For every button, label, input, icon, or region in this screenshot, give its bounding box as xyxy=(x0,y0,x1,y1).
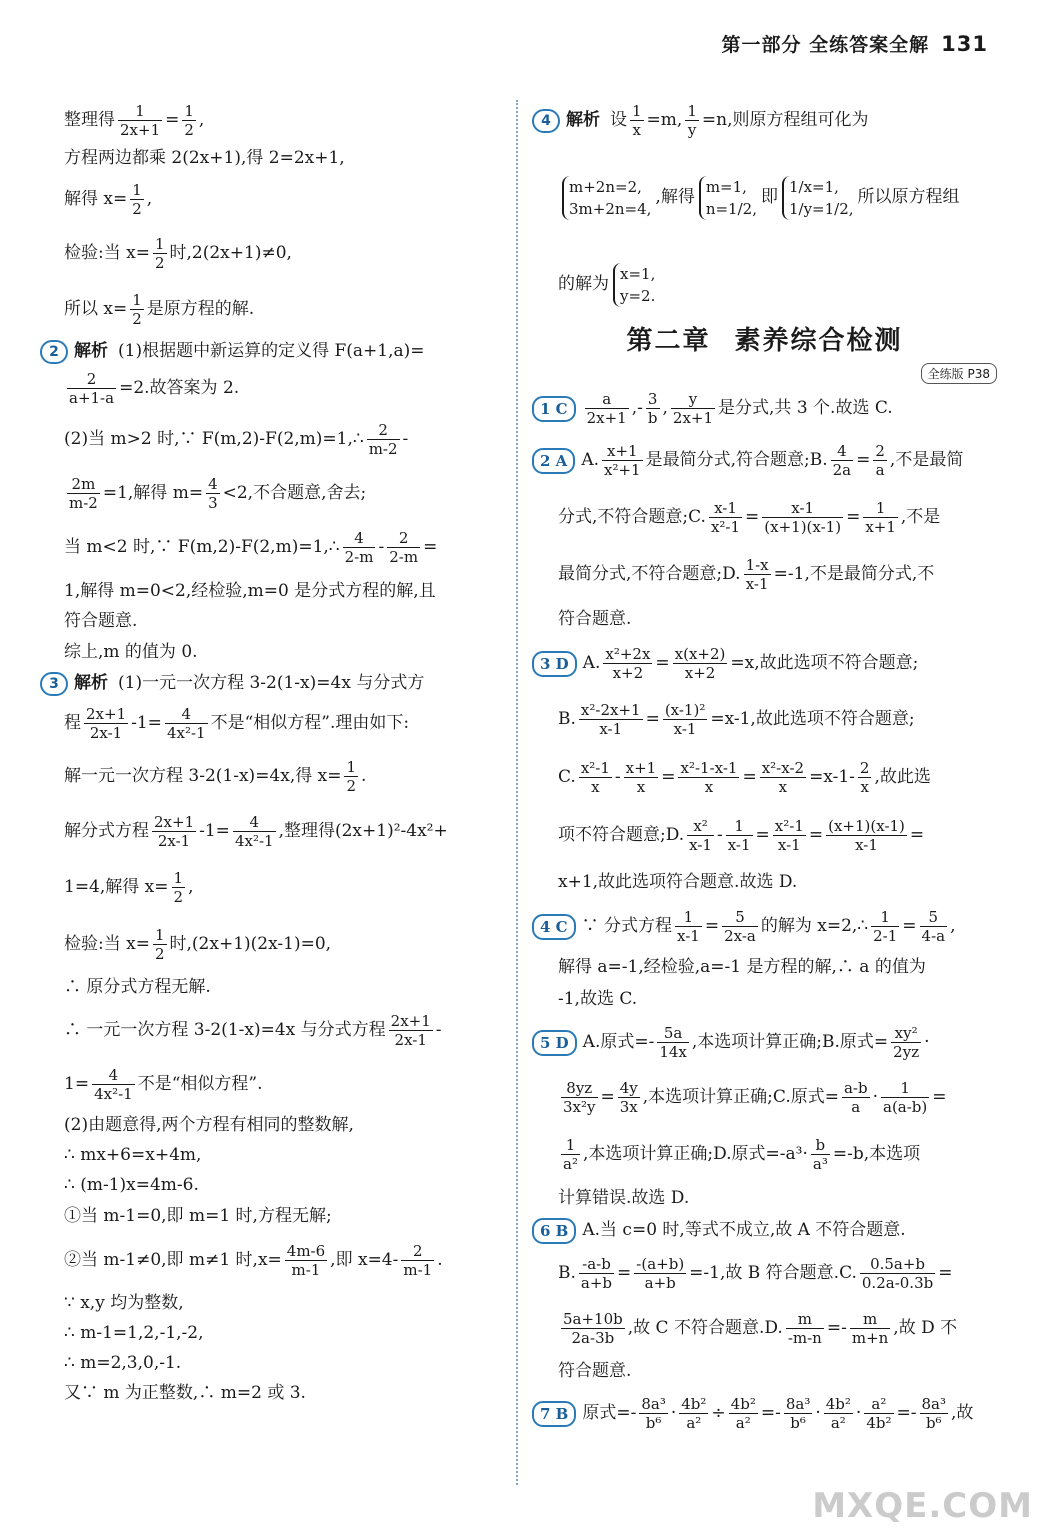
fraction: $\frac{4}{\text{4x²-1}}$ xyxy=(94,1066,133,1103)
text-line: 解分式方程 $\frac{2x+1}{2x-1}$ -1= $\frac{4}{\text{4x²-1}}$ ,整理得(2x+1)²-4x²+ xyxy=(64,813,448,850)
text-line: 1,解得 m=0<2,经检验,m=0 是分式方程的解,且 xyxy=(64,581,436,601)
fraction: $\frac{2}{m-2}$ xyxy=(368,421,398,458)
fraction: $\frac{\text{x²-x-2}}{x}$ xyxy=(761,759,805,796)
fraction: $\frac{8yz}{\text{3x²y}}$ xyxy=(563,1079,596,1116)
fraction: $\frac{1}{2}$ xyxy=(154,235,165,272)
fraction: $\frac{\text{4b²}}{\text{a²}}$ xyxy=(730,1395,756,1432)
fraction: $\frac{4}{2-m}$ xyxy=(344,529,374,566)
text-line: ∴ mx+6=x+4m, xyxy=(64,1145,202,1165)
fraction: $\frac{1}{2}$ xyxy=(346,758,357,795)
text-line: 整理得 $\frac{1}{2x+1}$ = $\frac{1}{2}$ , xyxy=(64,102,205,139)
fraction: $\frac{3}{b}$ xyxy=(647,390,658,427)
text-line: 项不符合题意;D. $\frac{\text{x²}}{x-1}$ - $\frac{1}{x-1}$ = $\frac{\text{x²-1}}{x-1}$ = $\frac{(x+1)(x-1)}{x-1}$ = xyxy=(558,817,925,854)
equation-system: 1/x=1, 1/y=1/2, xyxy=(782,176,854,220)
fraction: $\frac{5}{4-a}$ xyxy=(921,908,946,945)
text-line: 检验:当 x= $\frac{1}{2}$ 时,2(2x+1)≠0, xyxy=(64,235,292,272)
fraction: $\frac{5a+10b}{2a-3b}$ xyxy=(563,1310,623,1347)
answer-badge: 1 C xyxy=(532,396,576,422)
watermark: MXQE.COM xyxy=(812,1486,1033,1526)
text-line: 程 $\frac{2x+1}{2x-1}$ -1= $\frac{4}{\text{4x²-1}}$ 不是“相似方程”.理由如下: xyxy=(64,705,410,742)
fraction: $\frac{x+1}{\text{x²+1}}$ xyxy=(604,442,641,479)
fraction: $\frac{\text{x²}}{x-1}$ xyxy=(689,817,712,854)
text-line: 当 m<2 时,∵ F(m,2)-F(2,m)=1,∴ $\frac{4}{2-m}$ - $\frac{2}{2-m}$ = xyxy=(64,529,438,566)
fraction: $\frac{1}{a(a-b)}$ xyxy=(883,1079,928,1116)
text-line: 符合题意. xyxy=(64,611,138,631)
answer-badge: 3 D xyxy=(532,651,577,677)
fraction: $\frac{1}{2}$ xyxy=(173,869,184,906)
fraction: $\frac{1}{2}$ xyxy=(184,102,194,139)
text-line: 又∵ m 为正整数,∴ m=2 或 3. xyxy=(64,1383,306,1403)
text-line: (2)由题意得,两个方程有相同的整数解, xyxy=(64,1115,354,1135)
text-line: 符合题意. xyxy=(558,609,632,629)
fraction: $\frac{\text{x²+2x}}{x+2}$ xyxy=(605,645,651,682)
equation-system-line: m+2n=2, 3m+2n=4, ,解得 m=1, n=1/2, 即 1/x=1, 1/y=1/2, 所以原方程组 xyxy=(532,142,997,252)
fraction: $\frac{1}{x-1}$ xyxy=(677,908,700,945)
fraction: $\frac{2x+1}{2x-1}$ xyxy=(154,813,195,850)
fraction: $\frac{\text{xy²}}{2yz}$ xyxy=(893,1024,920,1061)
header-section: 第一部分 全练答案全解 xyxy=(721,34,930,56)
text-line: 分式,不符合题意;C. $\frac{x-1}{\text{x²-1}}$ = $\frac{x-1}{(x+1)(x-1)}$ = $\frac{1}{x+1}$ ,不是 xyxy=(558,499,941,536)
text-line: 符合题意. xyxy=(558,1361,632,1381)
right-column xyxy=(532,98,997,1440)
text-line: 解得 x= $\frac{1}{2}$ , xyxy=(64,181,153,218)
text-line: ∴ 原分式方程无解. xyxy=(64,977,211,997)
question-number-badge: 3 xyxy=(40,672,68,696)
equation-system: m=1, n=1/2, xyxy=(699,176,757,220)
text-line: 最简分式,不符合题意;D. $\frac{1-x}{x-1}$ =-1,不是最简分式,不 xyxy=(558,556,935,593)
fraction: $\frac{\text{x²-1}}{x}$ xyxy=(580,759,610,796)
text-line: 1= $\frac{4}{\text{4x²-1}}$ 不是“相似方程”. xyxy=(64,1066,263,1103)
text-line: ①当 m-1=0,即 m=1 时,方程无解; xyxy=(64,1206,332,1226)
fraction: $\frac{\text{x²-1}}{x-1}$ xyxy=(774,817,804,854)
equation-system: m+2n=2, 3m+2n=4, xyxy=(562,176,651,220)
chapter-title: 第二章 xyxy=(626,326,711,356)
fraction: $\frac{2x+1}{2x-1}$ xyxy=(390,1012,431,1049)
fraction: $\frac{2}{2-m}$ xyxy=(389,529,419,566)
equation-system: x=1, y=2. xyxy=(613,263,655,307)
answer-5-line: 5 D A.原式=- $\frac{5a}{14x}$ ,本选项计算正确;B.原式= $\frac{\text{xy²}}{2yz}$ · xyxy=(532,1016,997,1068)
text-line: -1,故选 C. xyxy=(558,989,638,1009)
fraction: $\frac{x-1}{(x+1)(x-1)}$ xyxy=(764,499,842,536)
question-number-badge: 4 xyxy=(532,109,560,133)
text-line: 计算错误.故选 D. xyxy=(558,1188,690,1208)
fraction: $\frac{m}{m+n}$ xyxy=(851,1310,889,1347)
text-line: $\frac{2}{a+1-a}$ =2.故答案为 2. xyxy=(69,370,240,407)
fraction: $\frac{0.5a+b}{0.2a-0.3b}$ xyxy=(861,1255,934,1292)
answer-badge: 5 D xyxy=(532,1030,577,1056)
text-line: 综上,m 的值为 0. xyxy=(64,642,198,662)
text-line: 解得 a=-1,经检验,a=-1 是方程的解,∴ a 的值为 xyxy=(558,957,926,977)
fraction: $\frac{1}{x-1}$ xyxy=(727,817,751,854)
text-line: 所以 x= $\frac{1}{2}$ 是原方程的解. xyxy=(64,291,255,328)
fraction: $\frac{-a-b}{a+b}$ xyxy=(580,1255,613,1292)
answer-2-line: 2 A A. $\frac{x+1}{\text{x²+1}}$ 是最简分式,符合题意;B. $\frac{4}{2a}$ = $\frac{2}{a}$ ,不是最简 xyxy=(532,432,997,488)
answer-3-line: 3 D A. $\frac{\text{x²+2x}}{x+2}$ = $\frac{x(x+2)}{x+2}$ =x,故此选项不符合题意; xyxy=(532,636,997,690)
fraction: $\frac{\text{8a³}}{\text{b⁶}}$ xyxy=(641,1395,666,1432)
fraction: $\frac{1}{2x+1}$ xyxy=(120,102,161,139)
text-line: B. $\frac{-a-b}{a+b}$ = $\frac{-(a+b)}{a+b}$ =-1,故 B 符合题意.C. $\frac{0.5a+b}{0.2a-0.3b}$ = xyxy=(558,1255,953,1292)
text-line: $\frac{5a+10b}{2a-3b}$ ,故 C 不符合题意.D. $\frac{m}{-m-n}$ =- $\frac{m}{m+n}$ ,故 D 不 xyxy=(563,1310,958,1347)
text-line: x+1,故此选项符合题意.故选 D. xyxy=(558,872,798,892)
text-line: ∵ x,y 均为整数, xyxy=(64,1293,184,1313)
fraction: $\frac{1}{2}$ xyxy=(132,291,142,328)
answer-badge: 2 A xyxy=(532,448,575,474)
page-header xyxy=(722,30,988,57)
fraction: $\frac{1}{\text{a²}}$ xyxy=(563,1136,578,1173)
question-3-line: 3 解析 (1)一元一次方程 3-2(1-x)=4x 与分式方 xyxy=(40,668,505,698)
text-line: B. $\frac{\text{x²-2x+1}}{x-1}$ = $\frac{\text{(x-1)²}}{x-1}$ =x-1,故此选项不符合题意; xyxy=(558,701,915,738)
fraction: $\frac{y}{2x+1}$ xyxy=(672,390,714,427)
text-line: 检验:当 x= $\frac{1}{2}$ 时,(2x+1)(2x-1)=0, xyxy=(64,926,332,963)
question-number-badge: 2 xyxy=(40,340,68,364)
fraction: $\frac{5}{2x-a}$ xyxy=(724,908,756,945)
fraction: $\frac{2}{a}$ xyxy=(875,442,885,479)
fraction: $\frac{5a}{14x}$ xyxy=(659,1024,687,1061)
equation-system-line: 的解为 x=1, y=2. xyxy=(558,264,656,305)
question-2-line: 2 解析 (1)根据题中新运算的定义得 F(a+1,a)= xyxy=(40,336,505,366)
answer-7-line: 7 B 原式=- $\frac{\text{8a³}}{\text{b⁶}}$ · $\frac{\text{4b²}}{\text{a²}}$ ÷ $\frac{\text{4b²}}{\text{a²}}$ =- $\frac{\text{8a³}}{\text{b⁶}}$ · $\frac{\text{4b²}}{\text{a²}}$ · $\frac{\text{a²}}{\text{4b²}}$ =- $\frac{\text{8a³}}{\text{b⁶}}$ ,故 xyxy=(532,1386,997,1440)
text-line: 解一元一次方程 3-2(1-x)=4x,得 x= $\frac{1}{2}$ . xyxy=(64,758,367,795)
fraction: $\frac{a}{2x+1}$ xyxy=(586,390,627,427)
answer-6-line: 6 B A.当 c=0 时,等式不成立,故 A 不符合题意. xyxy=(532,1214,997,1246)
left-column xyxy=(40,98,505,1408)
fraction: $\frac{4}{3}$ xyxy=(208,475,218,512)
fraction: $\frac{m}{-m-n}$ xyxy=(787,1310,822,1347)
fraction: $\frac{2}{m-1}$ xyxy=(403,1242,433,1279)
answer-badge: 7 B xyxy=(532,1401,576,1427)
answer-badge: 4 C xyxy=(532,914,576,940)
fraction: $\frac{4m-6}{m-1}$ xyxy=(286,1242,326,1279)
fraction: $\frac{1}{x}$ xyxy=(632,102,642,139)
text-line: (2)当 m>2 时,∵ F(m,2)-F(2,m)=1,∴ $\frac{2}{m-2}$ - xyxy=(64,421,409,458)
text-line: $\frac{2m}{m-2}$ =1,解得 m= $\frac{4}{3}$ <2,不合题意,舍去; xyxy=(69,475,367,512)
fraction: $\frac{1}{2}$ xyxy=(154,926,165,963)
fraction: $\frac{4}{2a}$ xyxy=(832,442,852,479)
page-number: 131 xyxy=(941,32,988,56)
fraction: $\frac{\text{a²}}{\text{4b²}}$ xyxy=(866,1395,892,1432)
text-line: ∴ m-1=1,2,-1,-2, xyxy=(64,1323,204,1343)
fraction: $\frac{a-b}{a}$ xyxy=(843,1079,868,1116)
version-tag: 全练版 P38 xyxy=(921,363,997,384)
fraction: $\frac{\text{x²-2x+1}}{x-1}$ xyxy=(580,701,641,738)
fraction: $\frac{-(a+b)}{a+b}$ xyxy=(636,1255,685,1292)
fraction: $\frac{2m}{m-2}$ xyxy=(69,475,98,512)
fraction: $\frac{\text{x²-1-x-1}}{x}$ xyxy=(680,759,738,796)
text-line: 1=4,解得 x= $\frac{1}{2}$ , xyxy=(64,869,194,906)
fraction: $\frac{1}{2-1}$ xyxy=(873,908,898,945)
fraction: $\frac{1-x}{x-1}$ xyxy=(745,556,769,593)
fraction: $\frac{2}{x}$ xyxy=(859,759,870,796)
answer-4-line: 4 C ∵ 分式方程 $\frac{1}{x-1}$ = $\frac{5}{2x-a}$ 的解为 x=2,∴ $\frac{1}{2-1}$ = $\frac{5}{4-a}$ , xyxy=(532,900,997,952)
text-line: ②当 m-1≠0,即 m≠1 时,x= $\frac{4m-6}{m-1}$ ,即 x=4- $\frac{2}{m-1}$ . xyxy=(64,1242,443,1279)
fraction: $\frac{(x+1)(x-1)}{x-1}$ xyxy=(828,817,905,854)
fraction: $\frac{\text{8a³}}{\text{b⁶}}$ xyxy=(921,1395,946,1432)
column-divider xyxy=(516,100,518,1485)
fraction: $\frac{1}{x+1}$ xyxy=(865,499,896,536)
fraction: $\frac{4}{\text{4x²-1}}$ xyxy=(166,705,206,742)
question-4-line: 4 解析 设 $\frac{1}{x}$ =m, $\frac{1}{y}$ =n,则原方程组可化为 xyxy=(532,98,997,142)
fraction: $\frac{\text{4b²}}{\text{a²}}$ xyxy=(681,1395,707,1432)
text-line: $\frac{8yz}{\text{3x²y}}$ = $\frac{4y}{3x}$ ,本选项计算正确;C.原式= $\frac{a-b}{a}$ · $\frac{1}{a(a-b)}$ = xyxy=(563,1079,947,1116)
fraction: $\frac{x(x+2)}{x+2}$ xyxy=(674,645,726,682)
text-line: ∴ (m-1)x=4m-6. xyxy=(64,1175,199,1195)
fraction: $\frac{1}{y}$ xyxy=(687,102,697,139)
fraction: $\frac{4y}{3x}$ xyxy=(619,1079,638,1116)
text-line: ∴ 一元一次方程 3-2(1-x)=4x 与分式方程 $\frac{2x+1}{2x-1}$ - xyxy=(64,1012,442,1049)
fraction: $\frac{\text{4b²}}{\text{a²}}$ xyxy=(825,1395,851,1432)
fraction: $\frac{2}{a+1-a}$ xyxy=(69,370,115,407)
chapter-subtitle: 素养综合检测 xyxy=(734,326,903,356)
text-line: C. $\frac{\text{x²-1}}{x}$ - $\frac{x+1}{x}$ = $\frac{\text{x²-1-x-1}}{x}$ = $\frac{\text{x²-x-2}}{x}$ =x-1- $\frac{2}{x}$ ,故此选 xyxy=(558,759,931,796)
fraction: $\frac{1}{2}$ xyxy=(132,181,142,218)
fraction: $\frac{\text{(x-1)²}}{x-1}$ xyxy=(664,701,706,738)
answer-badge: 6 B xyxy=(532,1218,576,1244)
text-line: 方程两边都乘 2(2x+1),得 2=2x+1, xyxy=(64,148,345,168)
fraction: $\frac{x+1}{x}$ xyxy=(625,759,657,796)
fraction: $\frac{\text{8a³}}{\text{b⁶}}$ xyxy=(785,1395,811,1432)
fraction: $\frac{4}{\text{4x²-1}}$ xyxy=(234,813,274,850)
fraction: $\frac{2x+1}{2x-1}$ xyxy=(86,705,127,742)
text-line: $\frac{1}{\text{a²}}$ ,本选项计算正确;D.原式=-a³· $\frac{b}{\text{a³}}$ =-b,本选项 xyxy=(563,1136,921,1173)
answer-1-line: 1 C $\frac{a}{2x+1}$ ,- $\frac{3}{b}$ , $\frac{y}{2x+1}$ 是分式,共 3 个.故选 C. xyxy=(532,384,997,432)
fraction: $\frac{x-1}{\text{x²-1}}$ xyxy=(710,499,741,536)
fraction: $\frac{b}{\text{a³}}$ xyxy=(812,1136,828,1173)
text-line: ∴ m=2,3,0,-1. xyxy=(64,1353,182,1373)
chapter-heading xyxy=(532,320,997,384)
